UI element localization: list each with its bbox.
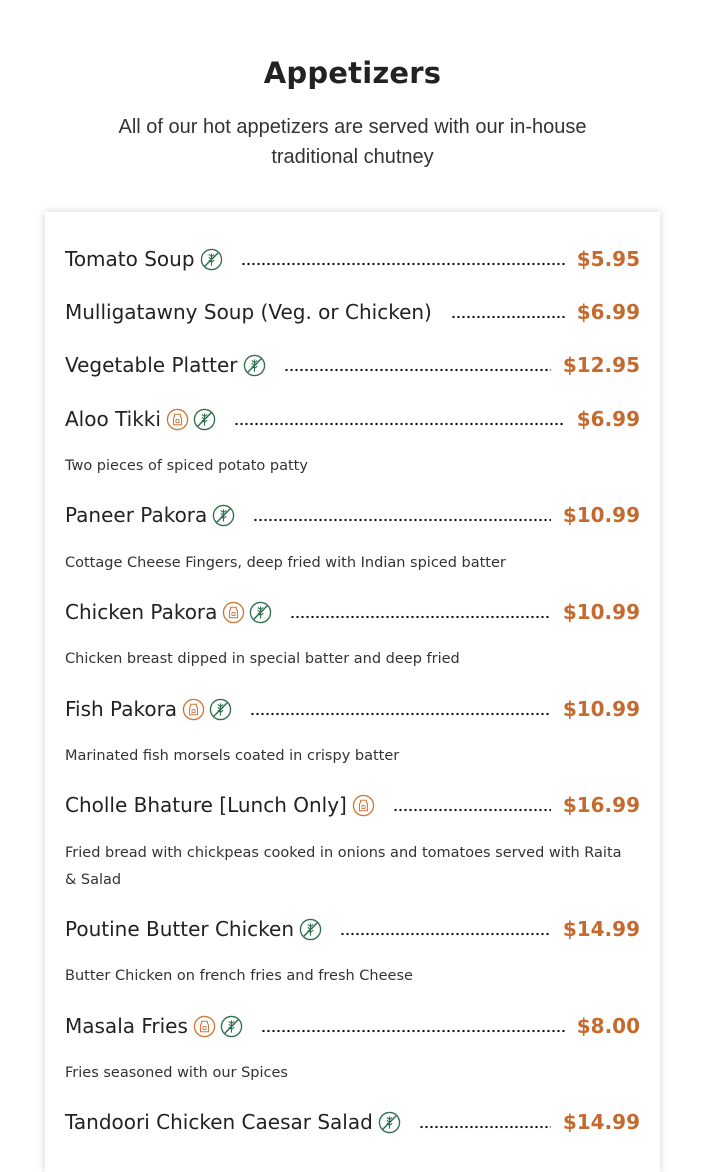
no-gluten-icon [200,248,223,271]
menu-item-name: Cholle Bhature [Lunch Only] [65,793,347,817]
menu-item-name: Tomato Soup [65,247,195,271]
section-title: Appetizers [263,56,442,90]
menu-item-icons [182,698,236,721]
menu-item-name: Masala Fries [65,1014,188,1038]
menu-item-price: $5.95 [576,247,640,271]
menu-item-name: Tandoori Chicken Caesar Salad [65,1110,373,1134]
dot-leader [261,1029,565,1033]
dot-leader [451,315,565,319]
section-subtitle: All of our hot appetizers are served with our in-house traditional chutney [118,116,587,168]
menu-item-price: $10.99 [562,697,640,721]
menu-item-price: $16.99 [562,793,640,817]
no-gluten-icon [220,1015,243,1038]
menu-item-name: Chicken Pakora [65,600,218,624]
menu-item-price: $6.99 [576,300,640,324]
menu-item-price: $10.99 [562,600,640,624]
menu-item-price: $6.99 [576,407,640,431]
menu-item-price: $14.99 [562,1110,640,1134]
menu-item-icons [166,408,220,431]
menu-item-icons [243,354,270,377]
menu-item [65,242,640,276]
no-gluten-icon [193,408,216,431]
no-gluten-icon [378,1111,401,1134]
menu-item-name: Fish Pakora [65,697,178,721]
menu-item [65,912,640,946]
menu-item-description: Cottage Cheese Fingers, deep fried with Indian spiced batter [65,555,506,571]
dot-leader [393,808,551,812]
menu-item-icons [352,794,379,817]
menu-item [65,295,640,329]
menu-item-price: $8.00 [576,1014,640,1038]
menu-card [45,212,660,1172]
no-gluten-icon [299,918,322,941]
menu-item [65,402,640,436]
menu-item [65,692,640,726]
menu-item [65,595,640,629]
menu-item-icons [378,1111,405,1134]
no-gluten-icon [243,354,266,377]
menu-item [65,1105,640,1139]
menu-item-icons [193,1015,247,1038]
dot-leader [284,368,551,372]
dairy-icon [166,408,189,431]
menu-item [65,788,640,822]
menu-item-description: Chicken breast dipped in special batter and deep fried [65,651,460,667]
dot-leader [234,422,565,426]
menu-item-name: Paneer Pakora [65,503,208,527]
menu-item-description: Two pieces of spiced potato patty [65,458,308,474]
menu-item-icons [212,504,239,527]
menu-item-description: Fried bread with chickpeas cooked in onions and tomatoes served with Raita & Salad [65,845,622,888]
menu-item-price: $14.99 [562,917,640,941]
dot-leader [250,712,551,716]
menu-item-icons [299,918,326,941]
menu-item-description: Butter Chicken on french fries and fresh Cheese [65,968,413,984]
menu-item-name: Aloo Tikki [65,407,161,431]
dot-leader [290,615,550,619]
no-gluten-icon [209,698,232,721]
menu-item-icons [200,248,227,271]
menu-item-name: Vegetable Platter [65,353,238,377]
menu-item-description: Marinated fish morsels coated in crispy batter [65,748,400,764]
menu-item-description: Fries seasoned with our Spices [65,1065,288,1081]
menu-item-icons [222,601,276,624]
dot-leader [340,932,551,936]
dot-leader [253,518,551,522]
dairy-icon [352,794,375,817]
dairy-icon [222,601,245,624]
menu-item-name: Mulligatawny Soup (Veg. or Chicken) [65,300,432,324]
menu-item [65,348,640,382]
dairy-icon [182,698,205,721]
menu-item-name: Poutine Butter Chicken [65,917,295,941]
dairy-icon [193,1015,216,1038]
menu-item [65,498,640,532]
menu-item-price: $10.99 [562,503,640,527]
menu-item-price: $12.95 [562,353,640,377]
no-gluten-icon [249,601,272,624]
dot-leader [419,1125,551,1129]
menu-item [65,1009,640,1043]
dot-leader [241,262,565,266]
no-gluten-icon [212,504,235,527]
